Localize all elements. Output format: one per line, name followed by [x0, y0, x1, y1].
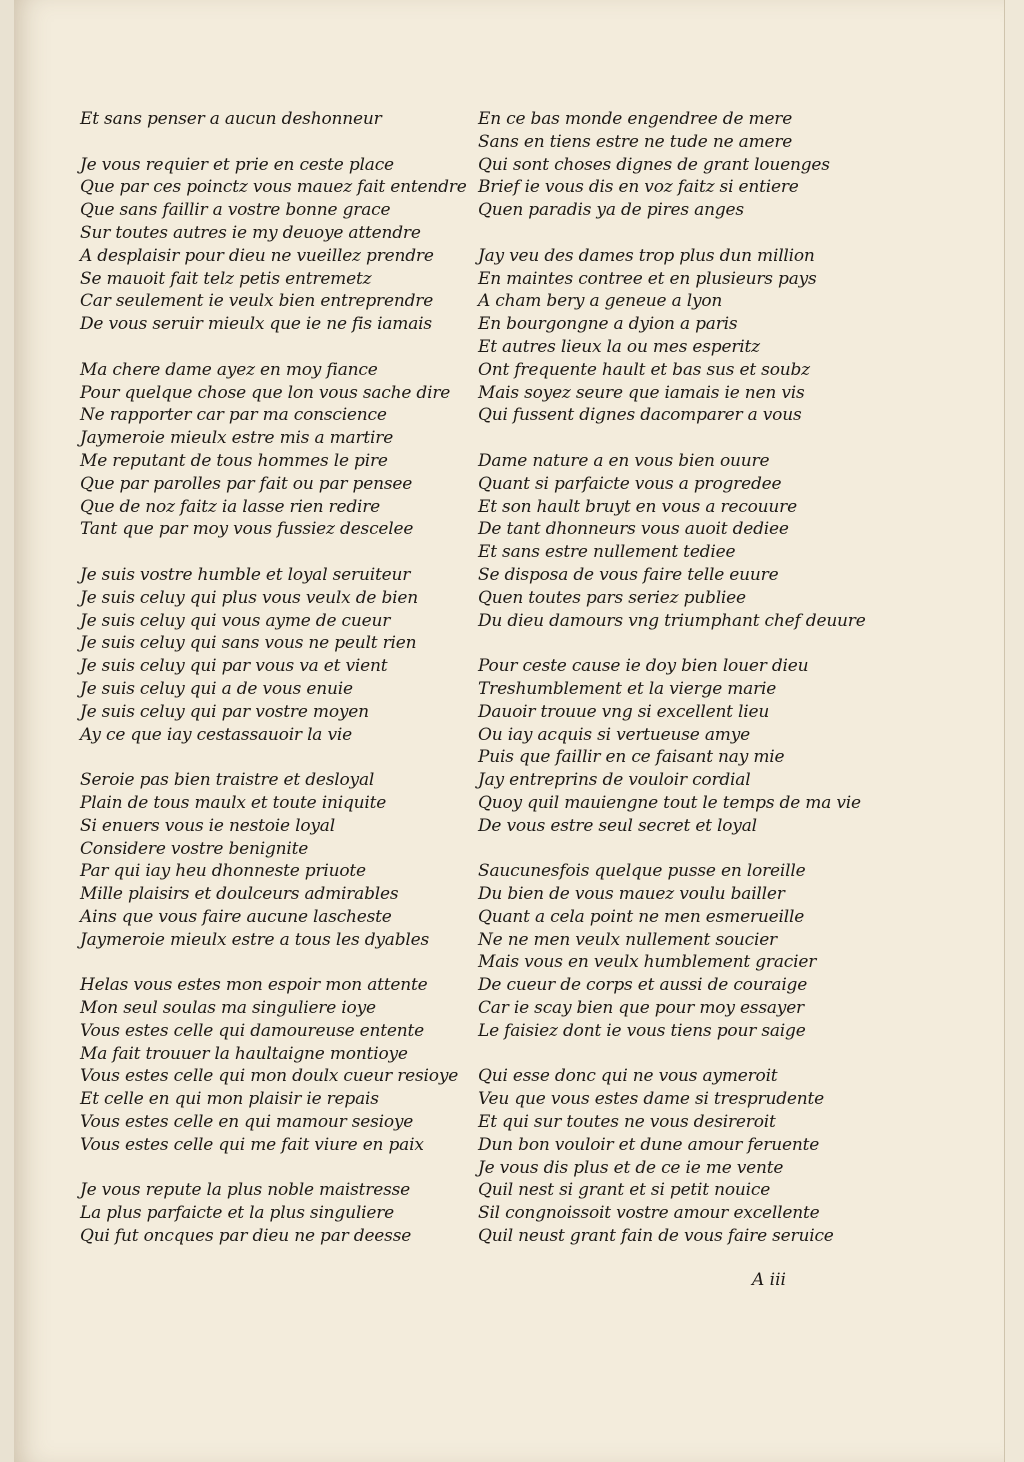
- verse-line: Ay ce que iay cestassauoir la vie: [80, 724, 352, 745]
- verse-line: Brief ie vous dis en voz faitz si entiere: [478, 177, 799, 198]
- stanza-gap: [80, 746, 470, 769]
- verse-line: Me reputant de tous hommes le pire: [80, 450, 388, 471]
- verse-line: Je suis celuy qui sans vous ne peult rien: [80, 633, 417, 654]
- stanza-gap: [80, 951, 470, 974]
- verse-line: Helas vous estes mon espoir mon attente: [80, 975, 428, 996]
- verse-line: Ou iay acquis si vertueuse amye: [478, 724, 750, 745]
- verse-line: Pour ceste cause ie doy bien louer dieu: [478, 656, 809, 677]
- verse-line: Du dieu damours vng triumphant chef deuure: [478, 610, 866, 631]
- verse-line: Je suis vostre humble et loyal seruiteur: [80, 564, 411, 585]
- verse-line: Vous estes celle qui damoureuse entente: [80, 1020, 425, 1041]
- verse-line: Je vous repute la plus noble maistresse: [80, 1180, 410, 1201]
- verse-line: Ma fait trouuer la haultaigne montioye: [80, 1043, 408, 1064]
- stanza-gap: [478, 427, 858, 450]
- verse-line: En bourgongne a dyion a paris: [478, 314, 738, 335]
- verse-line: Mais vous en veulx humblement gracier: [478, 952, 817, 973]
- verse-line: Quil nest si grant et si petit nouice: [478, 1180, 771, 1201]
- verse-line: La plus parfaicte et la plus singuliere: [80, 1203, 394, 1224]
- stanza-gap: [80, 541, 470, 564]
- stanza: [80, 564, 470, 746]
- verse-line: Dauoir trouue vng si excellent lieu: [478, 701, 770, 722]
- verse-line: Pour quelque chose que lon vous sache dire: [80, 382, 451, 403]
- verse-line: Vous estes celle qui me fait viure en paix: [80, 1134, 424, 1155]
- verse-line: Quant si parfaicte vous a progredee: [478, 473, 782, 494]
- verse-line: En ce bas monde engendree de mere: [478, 109, 793, 129]
- verse-line: Et sans penser a aucun deshonneur: [80, 109, 382, 129]
- verse-line: Et sans estre nullement tediee: [478, 542, 736, 563]
- verse-line: Quant a cela point ne men esmerueille: [478, 906, 805, 927]
- verse-line: Jaymeroie mieulx estre a tous les dyables: [80, 929, 430, 950]
- verse-line: Puis que faillir en ce faisant nay mie: [478, 747, 785, 768]
- verse-line: Jay veu des dames trop plus dun million: [478, 245, 815, 266]
- verse-line: Tant que par moy vous fussiez descelee: [80, 519, 414, 540]
- verse-line: A cham bery a geneue a lyon: [478, 291, 723, 312]
- verse-line: Si enuers vous ie nestoie loyal: [80, 815, 335, 836]
- verse-line: Je suis celuy qui a de vous enuie: [80, 678, 353, 699]
- verse-line: Je vous dis plus et de ce ie me vente: [478, 1157, 784, 1178]
- verse-line: Je suis celuy qui par vostre moyen: [80, 701, 369, 722]
- verse-line: Par qui iay heu dhonneste priuote: [80, 861, 366, 882]
- verse-line: Mais soyez seure que iamais ie nen vis: [478, 382, 805, 403]
- verse-line: Quoy quil mauiengne tout le temps de ma vie: [478, 792, 861, 813]
- stanza: [80, 974, 470, 1156]
- stanza: [80, 1179, 470, 1247]
- verse-line: Dun bon vouloir et dune amour feruente: [478, 1134, 820, 1155]
- stanza: [478, 450, 866, 632]
- verse-line: A desplaisir pour dieu ne vueillez prendre: [80, 245, 434, 266]
- verse-line: Se disposa de vous faire telle euure: [478, 564, 779, 585]
- verse-line: Mon seul soulas ma singuliere ioye: [80, 998, 376, 1019]
- verse-line: Saucunesfois quelque pusse en loreille: [478, 861, 806, 882]
- verse-line: Que de noz faitz ia lasse rien redire: [80, 496, 381, 517]
- verse-line: Jay entreprins de vouloir cordial: [478, 770, 751, 791]
- verse-line: Car ie scay bien que pour moy essayer: [478, 998, 804, 1019]
- verse-line: Sans en tiens estre ne tude ne amere: [478, 131, 793, 152]
- verse-line: Que par ces poinctz vous mauez fait entendre: [80, 177, 467, 198]
- stanza-gap: [478, 1043, 858, 1066]
- verse-line: Je vous requier et prie en ceste place: [80, 154, 394, 175]
- verse-line: Vous estes celle en qui mamour sesioye: [80, 1112, 414, 1133]
- stanza: [478, 245, 858, 427]
- verse-line: Qui esse donc qui ne vous aymeroit: [478, 1066, 778, 1087]
- verse-line: Se mauoit fait telz petis entremetz: [80, 268, 372, 289]
- stanza-gap: [80, 1157, 470, 1180]
- signature-mark: A iii: [752, 1270, 786, 1290]
- verse-line: De vous seruir mieulx que ie ne fis iamais: [80, 314, 432, 335]
- verse-line: Et son hault bruyt en vous a recouure: [478, 496, 797, 517]
- stanza-gap: [478, 838, 858, 861]
- verse-line: Le faisiez dont ie vous tiens pour saige: [478, 1020, 806, 1041]
- stanza: [80, 769, 470, 951]
- verse-line: Ains que vous faire aucune lascheste: [80, 906, 392, 927]
- verse-line: Sil congnoissoit vostre amour excellente: [478, 1203, 820, 1224]
- verse-line: Et qui sur toutes ne vous desireroit: [478, 1112, 776, 1133]
- stanza-gap: [80, 131, 470, 154]
- stanza: [80, 154, 470, 336]
- stanza-gap: [478, 632, 858, 655]
- verse-line: Ne rapporter car par ma conscience: [80, 405, 387, 426]
- stanza-gap: [478, 222, 858, 245]
- verse-line: Quen toutes pars seriez publiee: [478, 587, 746, 608]
- stanza: [478, 655, 861, 837]
- verse-line: Je suis celuy qui vous ayme de cueur: [80, 610, 391, 631]
- verse-line: Que sans faillir a vostre bonne grace: [80, 200, 391, 221]
- verse-line: Treshumblement et la vierge marie: [478, 678, 777, 699]
- verse-line: Veu que vous estes dame si tresprudente: [478, 1089, 824, 1110]
- verse-line: Du bien de vous mauez voulu bailler: [478, 884, 785, 905]
- right-column: [478, 108, 866, 1248]
- verse-line: De vous estre seul secret et loyal: [478, 815, 757, 836]
- page-edge: [1004, 0, 1024, 1462]
- verse-line: Qui fut oncques par dieu ne par deesse: [80, 1226, 412, 1247]
- verse-line: De cueur de corps et aussi de couraige: [478, 975, 808, 996]
- verse-line: Et celle en qui mon plaisir ie repais: [80, 1089, 379, 1110]
- verse-line: Qui fussent dignes dacomparer a vous: [478, 405, 802, 426]
- verse-line: Sur toutes autres ie my deuoye attendre: [80, 222, 421, 243]
- verse-line: Mille plaisirs et doulceurs admirables: [80, 884, 399, 905]
- verse-line: Je suis celuy qui par vous va et vient: [80, 656, 388, 677]
- stanza: [80, 108, 470, 131]
- verse-line: Car seulement ie veulx bien entreprendre: [80, 291, 434, 312]
- stanza-gap: [80, 336, 470, 359]
- stanza: [478, 1065, 858, 1247]
- stanza: [478, 860, 858, 1042]
- verse-line: Jaymeroie mieulx estre mis a martire: [80, 428, 394, 449]
- verse-line: Qui sont choses dignes de grant louenges: [478, 154, 830, 175]
- verse-line: De tant dhonneurs vous auoit dediee: [478, 519, 789, 540]
- verse-line: Ma chere dame ayez en moy fiance: [80, 359, 378, 380]
- verse-line: Quil neust grant fain de vous faire seruice: [478, 1226, 834, 1247]
- verse-line: Vous estes celle qui mon doulx cueur resioye: [80, 1066, 459, 1087]
- verse-line: Seroie pas bien traistre et desloyal: [80, 770, 375, 791]
- verse-line: Je suis celuy qui plus vous veulx de bien: [80, 587, 418, 608]
- left-column: [80, 108, 470, 1248]
- verse-line: Quen paradis ya de pires anges: [478, 200, 744, 221]
- verse-line: Ne ne men veulx nullement soucier: [478, 929, 777, 950]
- verse-line: En maintes contree et en plusieurs pays: [478, 268, 817, 289]
- verse-line: Considere vostre benignite: [80, 838, 309, 859]
- verse-line: Que par parolles par fait ou par pensee: [80, 473, 413, 494]
- stanza: [80, 359, 470, 541]
- verse-line: Et autres lieux la ou mes esperitz: [478, 336, 760, 357]
- stanza: [478, 108, 858, 222]
- verse-line: Plain de tous maulx et toute iniquite: [80, 792, 387, 813]
- verse-line: Dame nature a en vous bien ouure: [478, 450, 770, 471]
- verse-line: Ont frequente hault et bas sus et soubz: [478, 359, 810, 380]
